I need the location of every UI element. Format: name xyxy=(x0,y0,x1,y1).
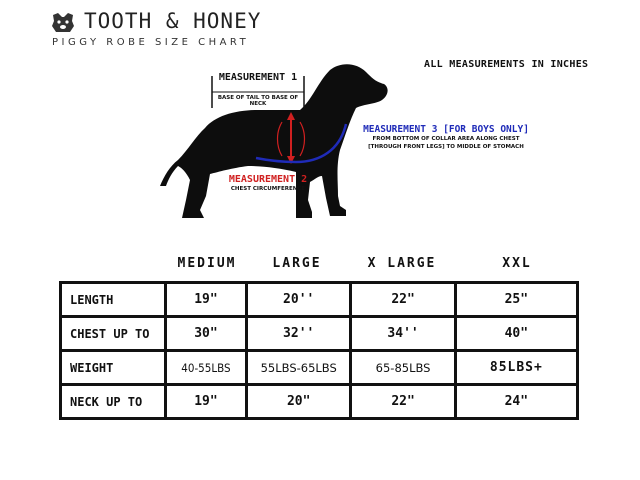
row-label-neck: NECK UP TO xyxy=(61,385,166,419)
table-row xyxy=(61,351,578,385)
row-label-weight: WEIGHT xyxy=(61,351,166,385)
column-header-xxl: XXL xyxy=(502,256,532,271)
measurement-2-desc: CHEST CIRCUMFERENCE xyxy=(230,186,306,192)
column-header-medium: MEDIUM xyxy=(177,256,237,271)
table-cell: 40" xyxy=(455,317,577,351)
table-cell: 55LBS-65LBS xyxy=(246,351,350,385)
measurement-3-title: MEASUREMENT 3 [FOR BOYS ONLY] xyxy=(363,124,529,135)
table-cell: 22" xyxy=(351,385,455,419)
table-cell: 40-55LBS xyxy=(165,351,246,385)
measurement-2-label xyxy=(226,174,310,192)
table-cell: 20" xyxy=(246,385,350,419)
table-cell: 22" xyxy=(351,283,455,317)
table-cell: 24" xyxy=(455,385,577,419)
table-cell: 20'' xyxy=(246,283,350,317)
size-chart-table xyxy=(59,281,579,420)
page-subtitle: PIGGY ROBE SIZE CHART xyxy=(52,37,250,48)
units-note: ALL MEASUREMENTS IN INCHES xyxy=(424,59,589,70)
measurement-2-title: MEASUREMENT 2 xyxy=(228,174,308,185)
brand-name: TOOTH & HONEY xyxy=(84,9,262,33)
column-header-x-large: X LARGE xyxy=(367,256,437,271)
table-cell: 34'' xyxy=(351,317,455,351)
measurement-3-desc-line2: [THROUGH FRONT LEGS] TO MIDDLE OF STOMACH xyxy=(368,144,524,150)
measurement-1-desc: BASE OF TAIL TO BASE OF NECK xyxy=(217,95,299,107)
column-header-large: LARGE xyxy=(272,256,322,271)
table-cell: 25" xyxy=(455,283,577,317)
table-cell: 32'' xyxy=(246,317,350,351)
measurement-1-label xyxy=(212,72,304,107)
measurement-3-desc-line1: FROM BOTTOM OF COLLAR AREA ALONG CHEST xyxy=(372,136,520,142)
table-cell: 85LBS+ xyxy=(455,351,577,385)
table-row xyxy=(61,283,578,317)
table-row xyxy=(61,385,578,419)
row-label-length: LENGTH xyxy=(61,283,166,317)
table-cell: 30" xyxy=(165,317,246,351)
table-cell: 19" xyxy=(165,385,246,419)
table-cell: 19" xyxy=(165,283,246,317)
measurement-3-label xyxy=(358,124,534,151)
table-cell: 65-85LBS xyxy=(351,351,455,385)
measurement-1-title: MEASUREMENT 1 xyxy=(218,72,298,83)
table-row xyxy=(61,317,578,351)
row-label-chest: CHEST UP TO xyxy=(61,317,166,351)
